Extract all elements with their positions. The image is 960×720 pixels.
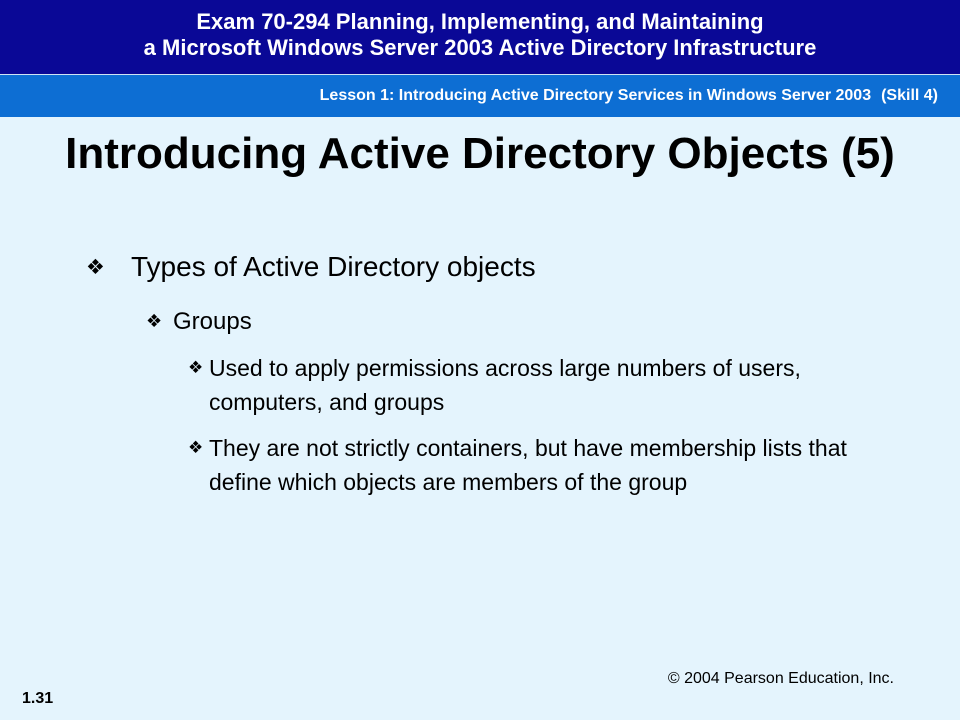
copyright-notice: © 2004 Pearson Education, Inc.: [667, 670, 894, 687]
course-title-line2: a Microsoft Windows Server 2003 Active Directory Infrastructure: [143, 35, 817, 60]
bullet-level2-text: Groups: [173, 308, 252, 335]
bullet-level1-text: Types of Active Directory objects: [131, 251, 536, 282]
slide-title: Introducing Active Directory Objects (5): [65, 129, 895, 178]
course-header: [0, 0, 960, 74]
four-petal-diamond-icon: ❖: [188, 438, 204, 458]
slide-number: 1.31: [22, 690, 54, 707]
bullet-level3-text: Used to apply permissions across large numbers of users, computers, and groups: [209, 355, 801, 415]
four-petal-diamond-icon: ❖: [146, 311, 163, 332]
bullet-level3-item: [188, 351, 848, 419]
bullet-level3-item: [188, 431, 848, 499]
bullet-level1: [86, 249, 536, 285]
four-petal-diamond-icon: ❖: [86, 255, 105, 279]
lesson-header: [0, 75, 960, 117]
lesson-title: Lesson 1: Introducing Active Directory Services in Windows Server 2003: [319, 87, 872, 104]
lesson-line: [320, 87, 938, 105]
lesson-skill: (Skill 4): [881, 87, 938, 104]
bullet-level3-text: They are not strictly containers, but have membership lists that define which objects are members of the group: [209, 435, 847, 495]
course-title-line1: Exam 70-294 Planning, Implementing, and Maintaining: [196, 9, 764, 34]
four-petal-diamond-icon: ❖: [188, 358, 204, 378]
bullet-level2: [146, 306, 252, 338]
